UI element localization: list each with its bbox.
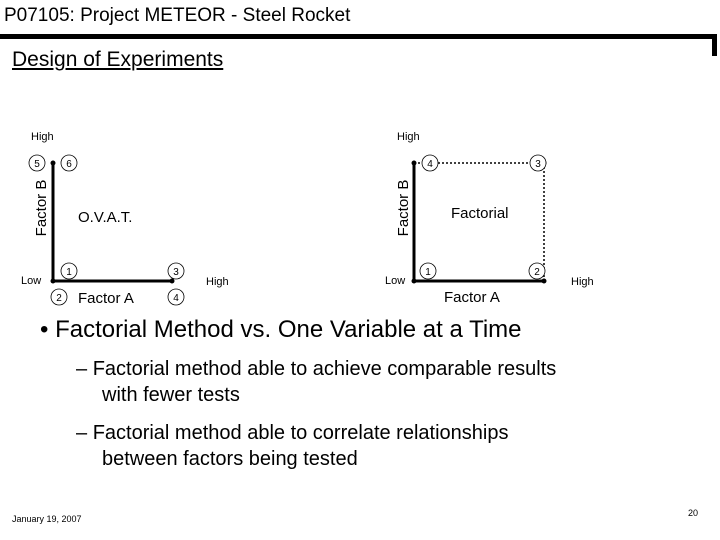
main-bullet-text: Factorial Method vs. One Variable at a Time: [55, 316, 522, 343]
ovat-point-label: 6: [66, 159, 72, 170]
factorial-y-axis-label: Factor B: [395, 179, 412, 237]
slide-title: P07105: Project METEOR - Steel Rocket: [4, 5, 351, 26]
ovat-high-x-label: High: [206, 276, 229, 288]
ovat-x-axis-label: Factor A: [78, 290, 134, 307]
factorial-point-label: 4: [427, 159, 433, 170]
ovat-point-marker: [51, 161, 56, 166]
ovat-y-axis-label: Factor B: [33, 179, 50, 237]
ovat-point-marker: [170, 279, 175, 284]
factorial-center-label: Factorial: [451, 205, 509, 222]
sub-bullet-1: [76, 356, 556, 408]
sub-bullet-dash: –: [76, 422, 88, 444]
factorial-low-label: Low: [385, 275, 406, 287]
sub-bullet-2: [76, 420, 508, 472]
main-bullet: [40, 316, 522, 344]
factorial-point-2: [529, 263, 545, 279]
ovat-center-label: O.V.A.T.: [78, 209, 133, 226]
ovat-high-y-label: High: [31, 131, 54, 143]
ovat-point-2: [51, 289, 67, 305]
factorial-point-label: 1: [425, 267, 431, 278]
ovat-point-4: [168, 289, 184, 305]
factorial-point-3: [530, 155, 546, 171]
ovat-point-label: 4: [173, 293, 179, 304]
sub-bullet-text: Factorial method able to achieve comparable results: [92, 358, 557, 380]
sub-bullet-dash: –: [76, 358, 88, 380]
factorial-point-marker: [542, 279, 547, 284]
ovat-point-label: 5: [34, 159, 40, 170]
ovat-point-label: 1: [66, 267, 72, 278]
sub-bullet-continuation: between factors being tested: [102, 448, 358, 470]
sub-bullet-continuation: with fewer tests: [102, 384, 240, 406]
ovat-diagram: [21, 131, 229, 307]
bullet-dot: •: [40, 316, 56, 343]
sub-bullet-text: Factorial method able to correlate relationships: [92, 422, 509, 444]
ovat-point-5: [29, 155, 45, 171]
ovat-point-marker: [51, 279, 56, 284]
factorial-x-axis-label: Factor A: [444, 289, 500, 306]
factorial-point-label: 3: [535, 159, 541, 170]
factorial-high-y-label: High: [397, 131, 420, 143]
ovat-point-1: [61, 263, 77, 279]
ovat-point-label: 3: [173, 267, 179, 278]
factorial-point-marker: [412, 279, 417, 284]
factorial-diagram: [385, 131, 594, 306]
ovat-point-3: [168, 263, 184, 279]
ovat-point-label: 2: [56, 293, 62, 304]
section-title: Design of Experiments: [12, 48, 224, 71]
footer-date: January 19, 2007: [12, 514, 82, 524]
page-number: 20: [688, 508, 699, 518]
factorial-high-x-label: High: [571, 276, 594, 288]
factorial-point-label: 2: [534, 267, 540, 278]
factorial-point-1: [420, 263, 436, 279]
factorial-point-marker: [412, 161, 417, 166]
factorial-point-4: [422, 155, 438, 171]
ovat-low-label: Low: [21, 275, 42, 287]
ovat-point-6: [61, 155, 77, 171]
